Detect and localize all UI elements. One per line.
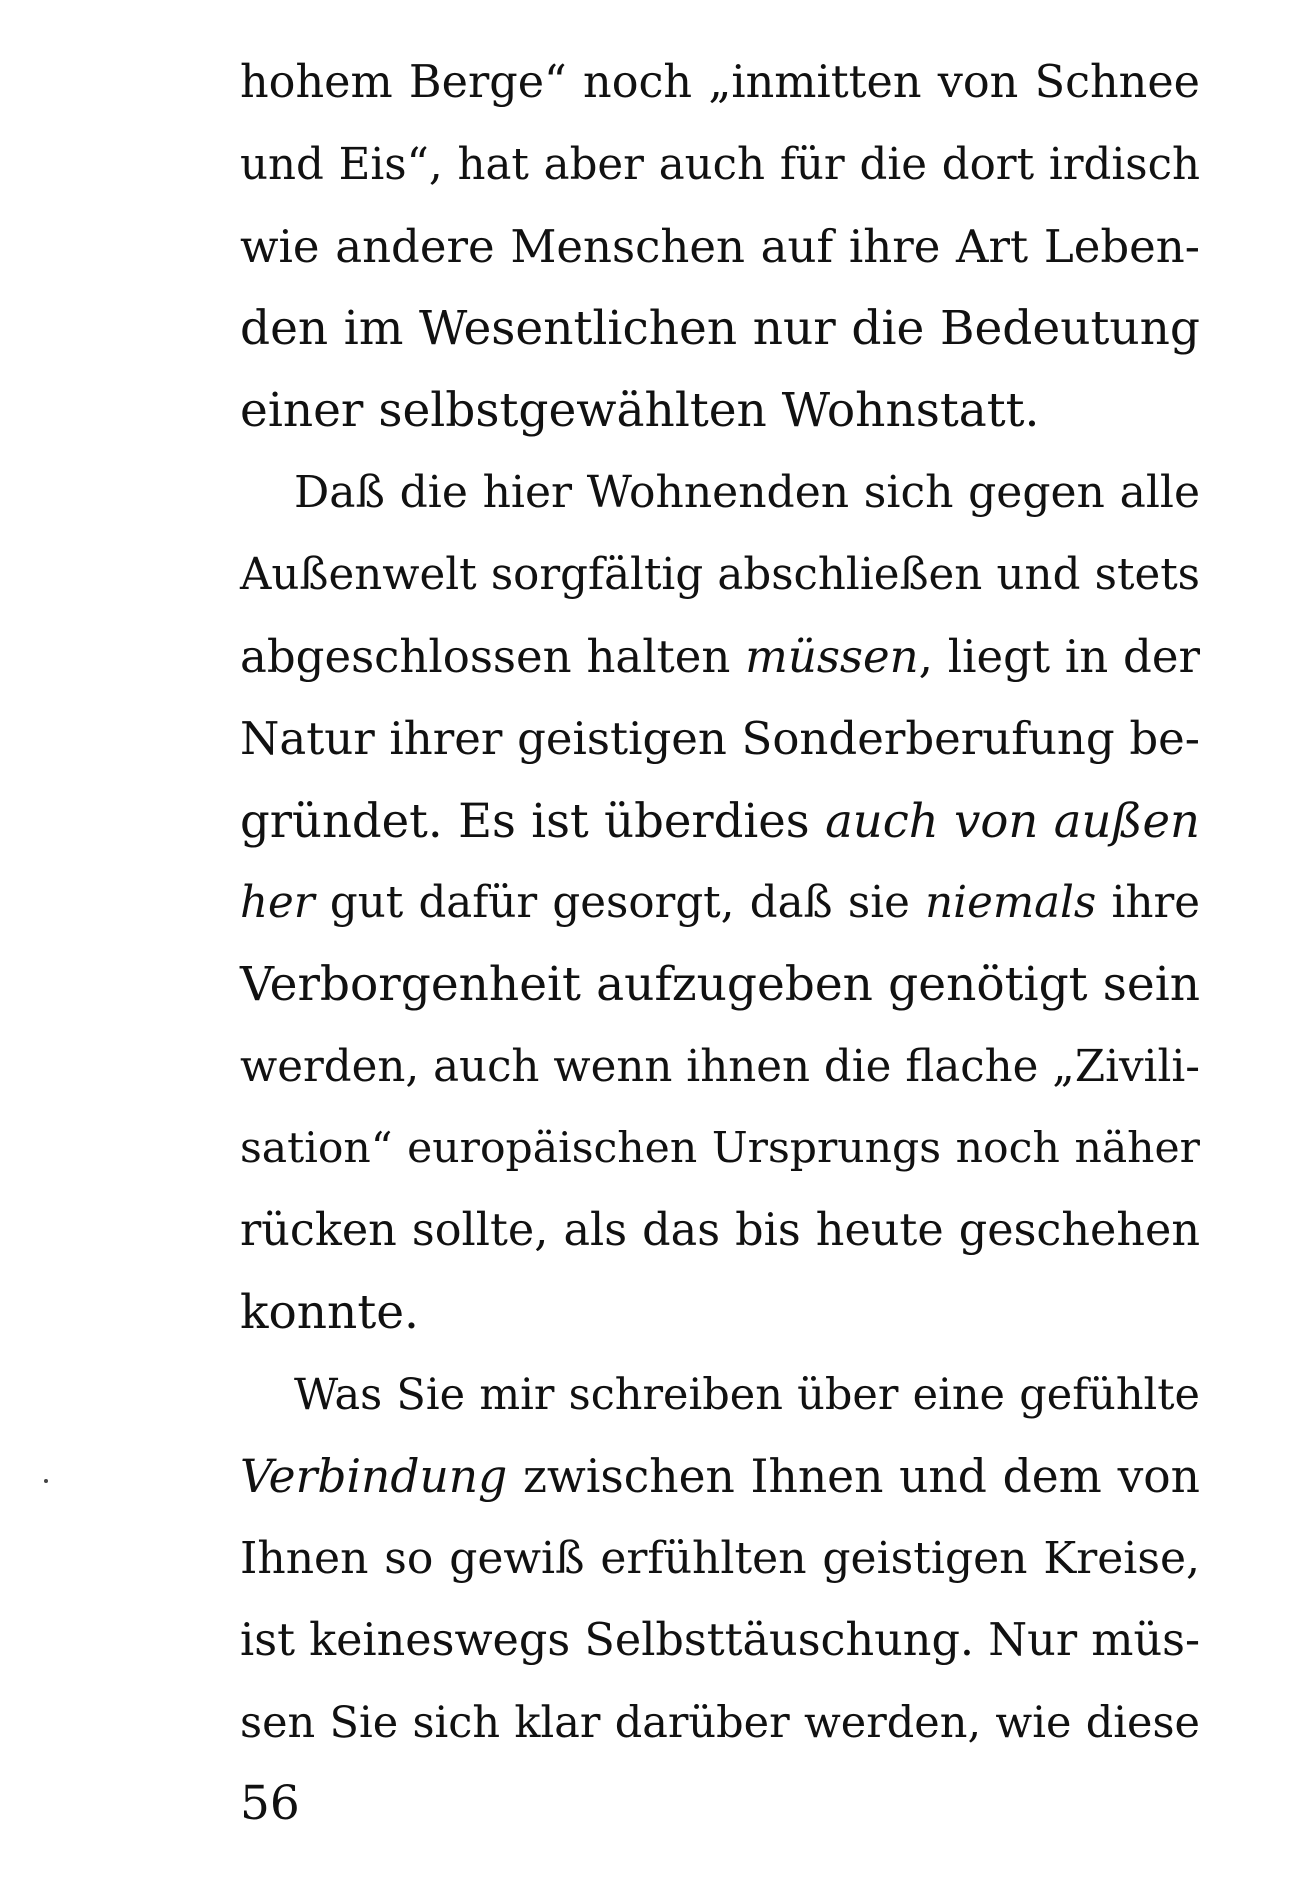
text-line — [240, 780, 1200, 862]
text-run: zwischen Ihnen und dem von — [507, 1450, 1200, 1503]
text-line: Verborgenheit aufzugeben genötigt sein — [240, 957, 1200, 1012]
text-line: den im Wesentlichen nur die Bedeutung — [240, 301, 1200, 356]
body-text — [240, 42, 1200, 1764]
text-line — [240, 616, 1200, 698]
page-number: 56 — [240, 1776, 300, 1831]
italic-emphasis: Verbindung — [240, 1450, 508, 1503]
text-line: Natur ihrer geistigen Sonderberufung be- — [240, 712, 1200, 765]
text-line: Daß die hier Wohnenden sich gegen alle — [294, 467, 1200, 518]
text-line: Was Sie mir schreiben über eine gefühlte — [294, 1370, 1200, 1420]
text-line: Außenwelt sorgfältig abschließen und stets — [240, 550, 1200, 600]
text-line: und Eis“, hat aber auch für die dort irdisch — [240, 140, 1200, 190]
italic-emphasis: her — [240, 878, 315, 928]
text-line: rücken sollte, als das bis heute geschehen — [240, 1205, 1200, 1256]
text-line: wie andere Menschen auf ihre Art Leben- — [240, 220, 1200, 273]
text-run: ihre — [1096, 878, 1200, 928]
text-line: Ihnen so gewiß erfühlten geistigen Kreise, — [240, 1533, 1200, 1584]
text-line: konnte. — [240, 1285, 419, 1340]
text-line: sation“ europäischen Ursprungs noch näher — [240, 1124, 1200, 1173]
text-line: sen Sie sich klar darüber werden, wie diese — [240, 1698, 1200, 1748]
text-run: abgeschlossen halten — [240, 630, 746, 683]
margin-dot — [44, 1479, 48, 1483]
text-line — [240, 862, 1200, 944]
text-run: , liegt in der — [918, 630, 1201, 683]
text-line: einer selbstgewählten Wohnstatt. — [240, 383, 1040, 438]
italic-emphasis: niemals — [925, 878, 1097, 928]
text-line: ist keineswegs Selbsttäuschung. Nur müs- — [240, 1615, 1200, 1666]
text-line: werden, auch wenn ihnen die flache „Zivili- — [240, 1042, 1200, 1092]
text-run: gut dafür gesorgt, daß sie — [314, 878, 926, 928]
italic-emphasis: müssen — [745, 630, 919, 683]
text-line: hohem Berge“ noch „inmitten von Schnee — [240, 57, 1200, 108]
text-run: gründet. Es ist überdies — [240, 794, 826, 848]
italic-emphasis: auch von außen — [825, 794, 1200, 848]
text-line — [240, 1436, 1200, 1518]
